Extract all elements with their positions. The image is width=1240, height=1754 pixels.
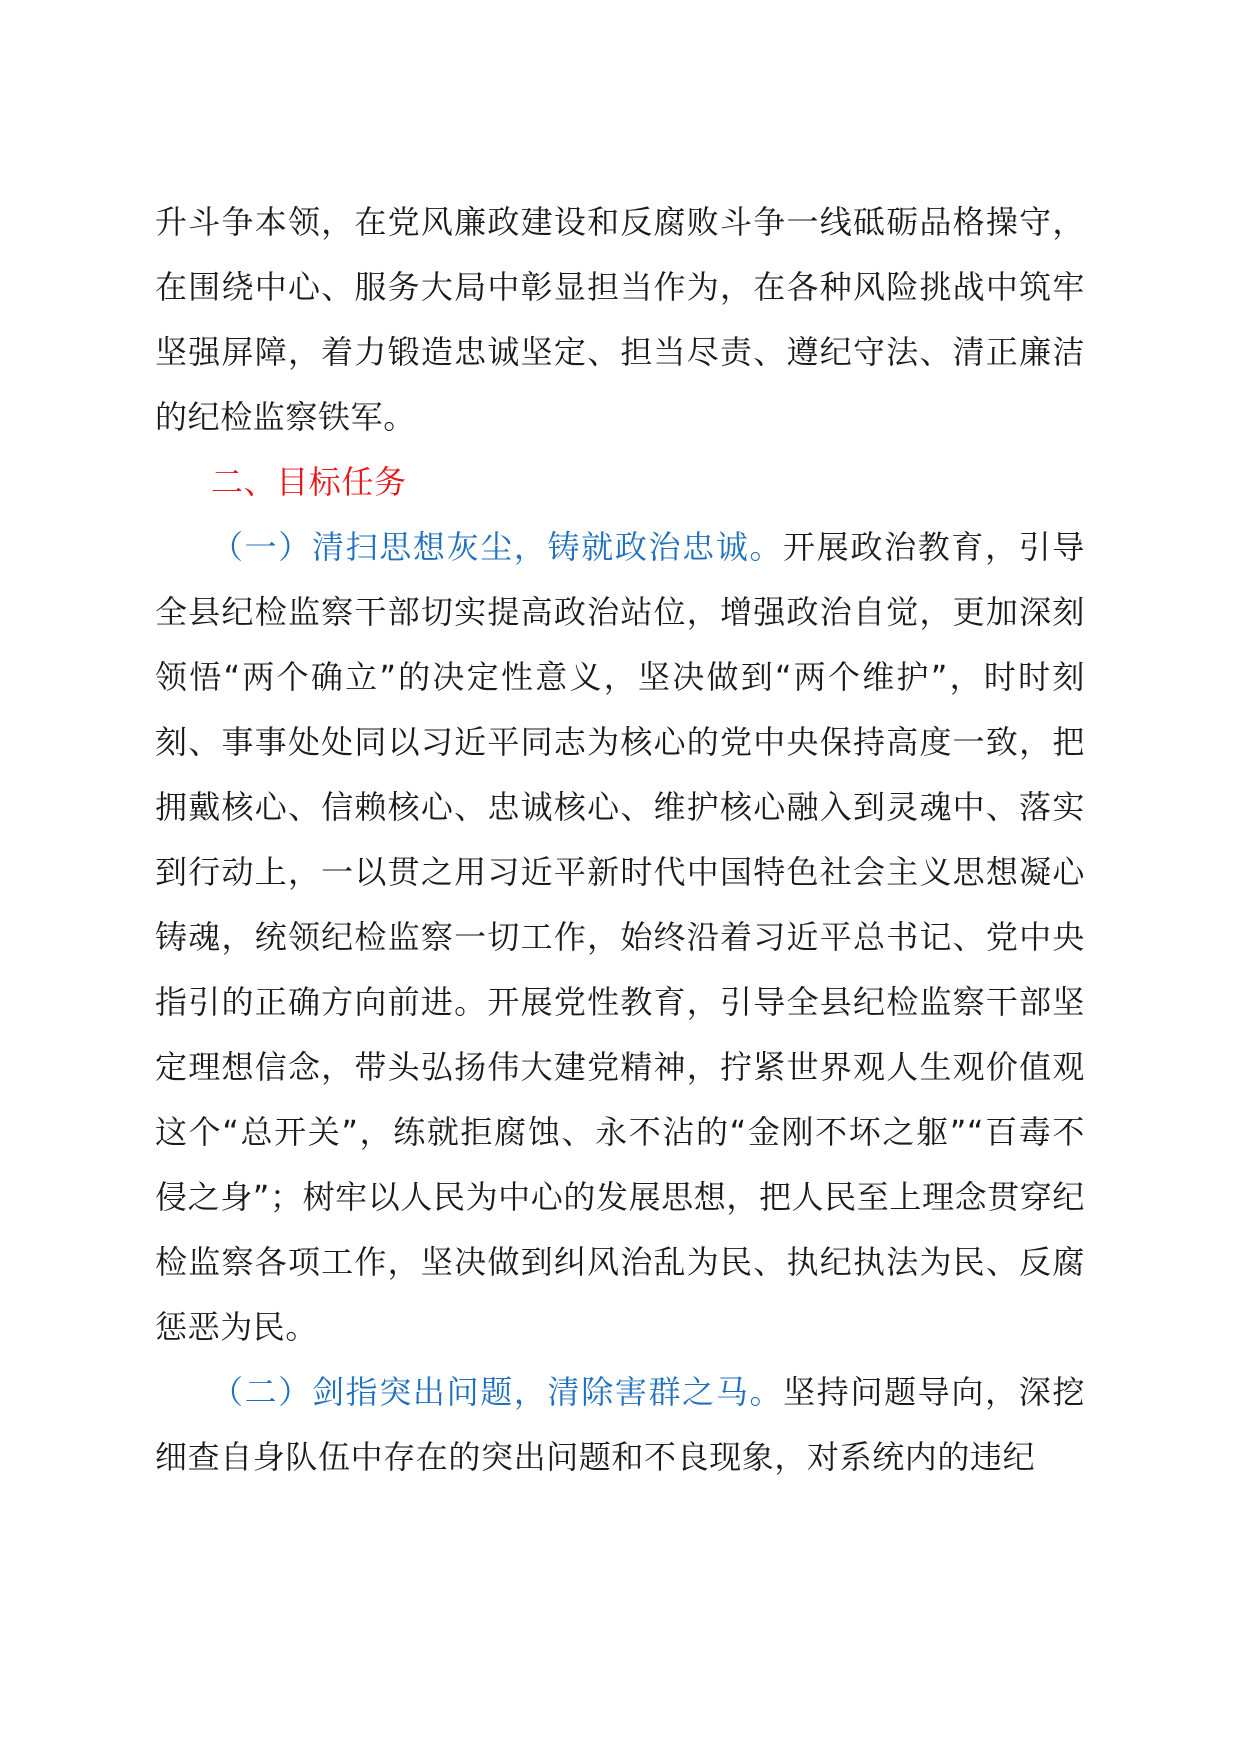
continued-paragraph-text: 升斗争本领，在党风廉政建设和反腐败斗争一线砥砺品格操守，在围绕中心、服务大局中彰显担当作为，在各种风险挑战中筑牢坚强屏障，着力锻造忠诚坚定、担当尽责、遵纪守法、清正廉洁的纪检监察铁军。 [155, 203, 1085, 436]
section-heading [155, 450, 1085, 515]
section-heading-text: 二、目标任务 [211, 463, 407, 501]
item-one-paragraph [155, 515, 1085, 1360]
item-one-body: 开展政治教育，引导全县纪检监察干部切实提高政治站位，增强政治自觉，更加深刻领悟“两个确立”的决定性意义，坚决做到“两个维护”，时时刻刻、事事处处同以习近平同志为核心的党中央保持高度一致，把拥戴核心、信赖核心、忠诚核心、维护核心融入到灵魂中、落实到行动上，一以贯之用习近平新时代中国特色社会主义思想凝心铸魂，统领纪检监察一切工作，始终沿着习近平总书记、党中央指引的正确方向前进。开展党性教育，引导全县纪检监察干部坚定理想信念，带头弘扬伟大建党精神，拧紧世界观人生观价值观这个“总开关”，练就拒腐蚀、永不沾的“金刚不坏之躯”“百毒不侵之身”；树牢以人民为中心的发展思想，把人民至上理念贯穿纪检监察各项工作，坚决做到纠风治乱为民、执纪执法为民、反腐惩恶为民。 [155, 528, 1086, 1346]
item-two-paragraph [155, 1360, 1085, 1490]
item-two-body: 坚持问题导向，深挖细查自身队伍中存在的突出问题和不良现象，对系统内的违纪 [155, 1373, 1086, 1476]
item-two-heading: （二）剑指突出问题，清除害群之马。 [211, 1373, 784, 1411]
continued-paragraph [155, 190, 1085, 450]
document-body [155, 190, 1085, 1490]
item-one-heading: （一）清扫思想灰尘，铸就政治忠诚。 [211, 528, 784, 566]
